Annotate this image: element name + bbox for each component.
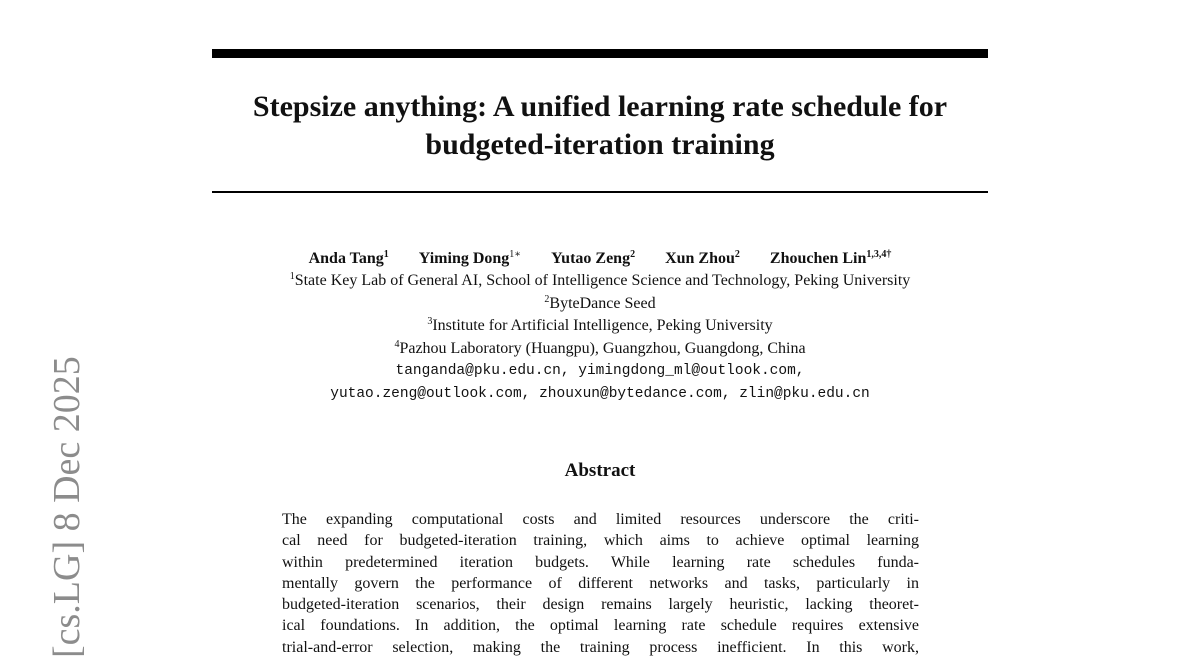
abstract-line: within predetermined iteration budgets. While learning rate schedules funda- — [282, 553, 919, 571]
title-line-1: Stepsize anything: A unified learning rate schedule for — [252, 90, 948, 123]
author: Yiming Dong$^{1∗}$ — [418, 249, 522, 267]
abstract-line: The expanding computational costs and limited resources underscore the criti- — [282, 511, 919, 528]
author: Yutao Zeng$^2$ — [551, 249, 636, 267]
abstract-body — [282, 509, 919, 658]
affiliation: $^4$Pazhou Laboratory (Huangpu), Guangzhou, Guangdong, China — [394, 338, 806, 357]
email-line: yutao.zeng@outlook.com, zhouxun@bytedance.com, zlin@pku.edu.cn — [330, 385, 870, 402]
abstract-line: trial-and-error selection, making the training process inefficient. In this work, — [282, 638, 919, 656]
abstract-line: mentally govern the performance of different networks and tasks, particularly in — [282, 574, 919, 592]
abstract-line: budgeted-iteration scenarios, their design remains largely heuristic, lacking theoret- — [282, 596, 919, 614]
affiliation: $^2$ByteDance Seed — [544, 293, 656, 312]
abstract-line: ical foundations. In addition, the optimal learning rate schedule requires extensive — [282, 617, 919, 635]
author: Anda Tang$^1$ — [308, 249, 389, 267]
title-top-rule — [212, 49, 988, 58]
affiliation: $^1$State Key Lab of General AI, School of Intelligence Science and Technology, Peking University — [289, 271, 911, 289]
author-list — [150, 248, 1050, 270]
title-line-2: budgeted-iteration training — [425, 128, 775, 161]
email-line: tanganda@pku.edu.cn, yimingdong_ml@outlook.com, — [395, 363, 805, 379]
title-bottom-rule — [212, 191, 988, 193]
paper-title — [150, 88, 1050, 164]
author: Zhouchen Lin$^{1,3,4\dagger}$ — [769, 249, 892, 267]
affiliations — [150, 270, 1050, 405]
abstract-line: cal need for budgeted-iteration training, which aims to achieve optimal learning — [282, 532, 919, 550]
arxiv-stamp: [cs.LG] 8 Dec 2025 — [46, 356, 88, 658]
abstract-heading: Abstract — [564, 460, 636, 481]
author: Xun Zhou$^2$ — [665, 249, 740, 267]
affiliation: $^3$Institute for Artificial Intelligence, Peking University — [427, 316, 773, 334]
